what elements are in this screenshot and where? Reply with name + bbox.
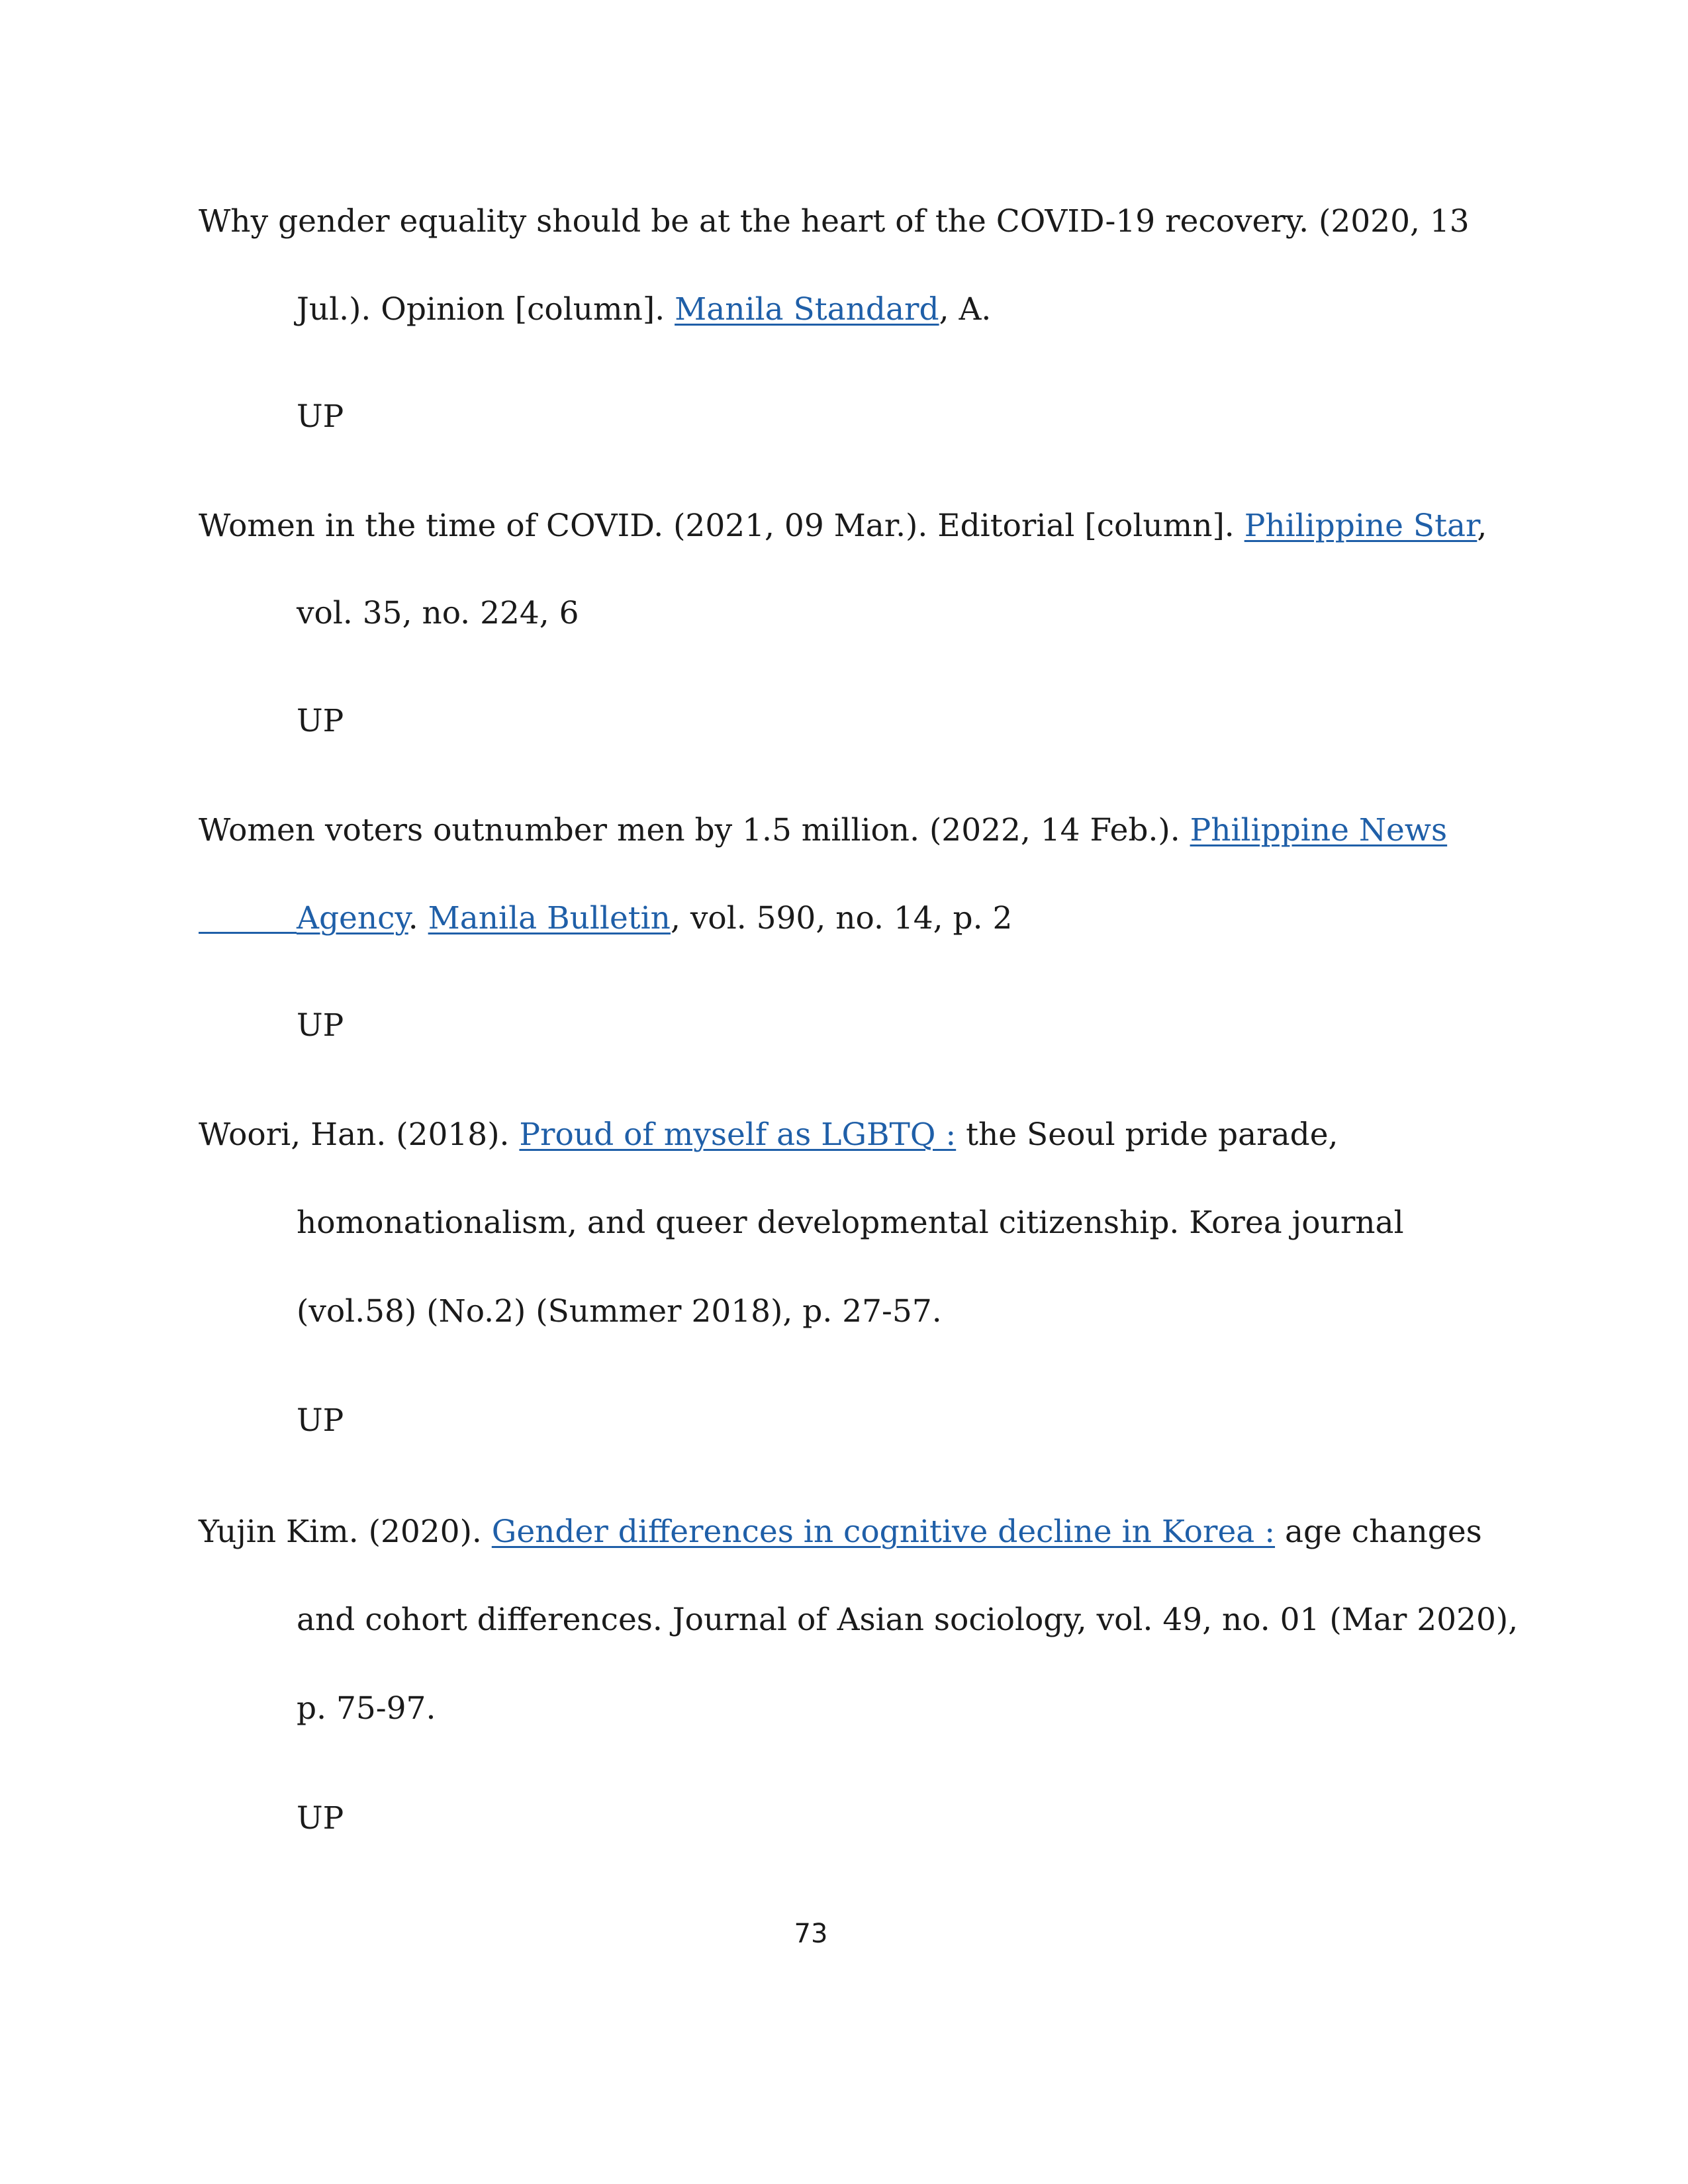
ref1-line1: [199, 202, 1470, 242]
ref3-line2: [199, 899, 1012, 938]
ref1-location: UP: [297, 398, 344, 435]
ref3-line1: [199, 811, 1447, 850]
philippine-news-link[interactable]: Philippine News: [1190, 812, 1448, 848]
ref4-location: UP: [297, 1402, 344, 1439]
ref3-separator: .: [408, 900, 428, 936]
ref1-line2: [297, 290, 991, 330]
ref2-text: Women in the time of COVID. (2021, 09 Mar.). Editorial [column].: [199, 508, 1244, 544]
ref5-line1: [199, 1512, 1482, 1552]
gender-differences-link[interactable]: Gender differences in cognitive decline in Korea :: [491, 1514, 1276, 1550]
manila-standard-link[interactable]: Manila Standard: [675, 291, 939, 328]
ref3-text: Women voters outnumber men by 1.5 million. (2022, 14 Feb.).: [199, 812, 1190, 848]
ref2-line2: vol. 35, no. 224, 6: [297, 595, 579, 631]
manila-bulletin-link[interactable]: Manila Bulletin: [428, 900, 671, 936]
ref5-line2: and cohort differences. Journal of Asian sociology, vol. 49, no. 01 (Mar 2020),: [297, 1602, 1519, 1638]
ref3-location: UP: [297, 1007, 344, 1044]
ref5-text: Yujin Kim. (2020).: [199, 1514, 492, 1550]
ref4-text: Woori, Han. (2018).: [199, 1116, 520, 1153]
ref5-text-2: age changes: [1275, 1514, 1482, 1550]
ref5-location: UP: [297, 1800, 344, 1837]
proud-of-myself-link[interactable]: Proud of myself as LGBTQ :: [519, 1116, 957, 1153]
ref4-line2: homonationalism, and queer developmental citizenship. Korea journal: [297, 1205, 1404, 1241]
ref3-text-2: , vol. 590, no. 14, p. 2: [670, 900, 1013, 936]
page-number: 73: [794, 1919, 828, 1949]
ref4-line1: [199, 1115, 1338, 1155]
philippine-star-link[interactable]: Philippine Star: [1244, 508, 1477, 544]
ref1-text: Why gender equality should be at the heart of the COVID-19 recovery. (2020, 13: [199, 203, 1470, 240]
ref1-text-2: Jul.). Opinion [column].: [297, 291, 675, 328]
ref2-location: UP: [297, 703, 344, 739]
ref1-text-3: , A.: [939, 291, 992, 328]
ref4-text-2: the Seoul pride parade,: [956, 1116, 1338, 1153]
ref5-line3: p. 75-97.: [297, 1690, 436, 1727]
agency-link[interactable]: Agency: [297, 900, 408, 936]
ref4-line3: (vol.58) (No.2) (Summer 2018), p. 27-57.: [297, 1293, 942, 1330]
ref2-line1: [199, 506, 1487, 546]
ref2-text-2: ,: [1477, 508, 1487, 544]
link-underline-continuation: [199, 932, 297, 934]
